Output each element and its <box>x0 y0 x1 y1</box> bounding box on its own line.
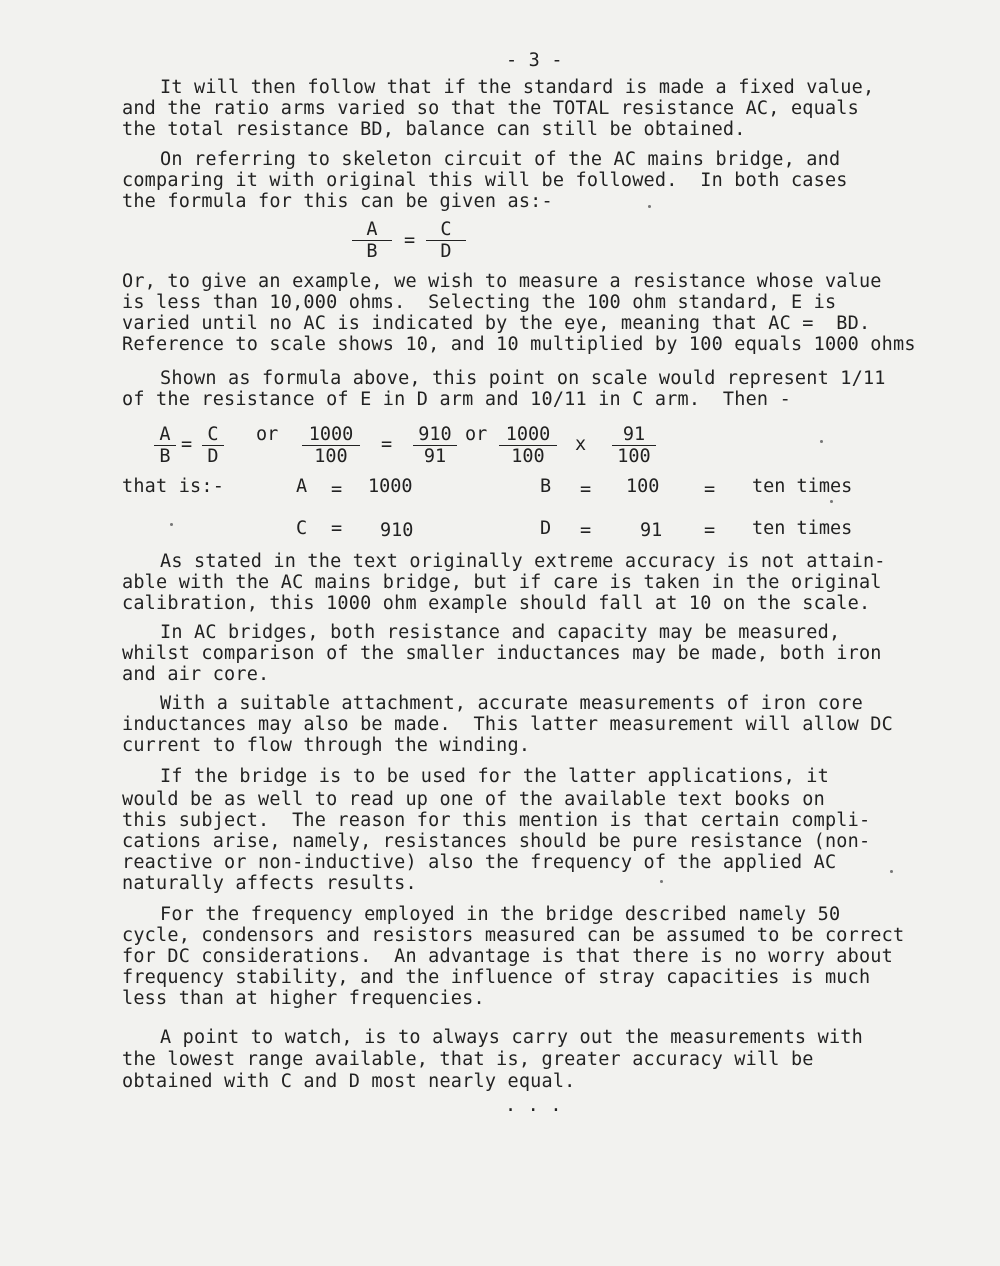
formula2-fraction-910-91 <box>413 424 457 467</box>
value-c: 910 <box>380 520 414 541</box>
value-d-label: D <box>540 518 552 539</box>
value-d-equals: = <box>580 520 592 541</box>
p5-line-3: calibration, this 1000 ohm example should fall at 10 on the scale. <box>122 593 871 614</box>
scan-speck <box>648 205 651 208</box>
scan-speck <box>170 523 173 526</box>
p2-line-1: On referring to skeleton circuit of the AC mains bridge, and <box>160 149 841 170</box>
formula1-denominator-b: B <box>366 241 378 262</box>
trailing-dots: . . . <box>505 1095 562 1116</box>
p3-line-4: Reference to scale shows 10, and 10 multiplied by 100 equals 1000 ohms <box>122 334 916 355</box>
p10-line-2: the lowest range available, that is, greater accuracy will be <box>122 1049 814 1070</box>
value-d: 91 <box>640 520 663 541</box>
formula2-numerator-91: 91 <box>612 424 656 446</box>
p7-line-1: With a suitable attachment, accurate measurements of iron core <box>160 693 863 714</box>
value-a-equals: = <box>331 479 343 500</box>
p9-line-1: For the frequency employed in the bridge described namely 50 <box>160 904 841 925</box>
formula2-denominator-100: 100 <box>314 446 348 467</box>
value-c-label: C <box>296 518 308 539</box>
formula2-numerator-c: C <box>202 424 224 446</box>
p6-line-1: In AC bridges, both resistance and capacity may be measured, <box>160 622 841 643</box>
p9-line-2: cycle, condensors and resistors measured can be assumed to be correct <box>122 925 905 946</box>
value-a-label: A <box>296 476 308 497</box>
p9-line-5: less than at higher frequencies. <box>122 988 485 1009</box>
formula2-fraction-cd <box>202 424 224 467</box>
p10-line-3: obtained with C and D most nearly equal. <box>122 1071 576 1092</box>
value-row2-result: ten times <box>752 518 853 539</box>
formula2-denominator-100-b: 100 <box>511 446 545 467</box>
p8-line-3: this subject. The reason for this mention is that certain compli- <box>122 810 871 831</box>
p3-line-1: Or, to give an example, we wish to measure a resistance whose value <box>122 271 882 292</box>
formula2-fraction-1000-100-b <box>499 424 557 467</box>
p8-line-6: naturally affects results. <box>122 873 417 894</box>
p2-line-3: the formula for this can be given as:- <box>122 191 553 212</box>
p7-line-2: inductances may also be made. This latter measurement will allow DC <box>122 714 893 735</box>
p9-line-3: for DC considerations. An advantage is that there is no worry about <box>122 946 893 967</box>
value-c-equals: = <box>331 518 343 539</box>
p8-line-2: would be as well to read up one of the available text books on <box>122 789 825 810</box>
p10-line-1: A point to watch, is to always carry out the measurements with <box>160 1027 863 1048</box>
value-row1-equals: = <box>704 479 716 500</box>
value-b: 100 <box>626 476 660 497</box>
formula2-or-1: or <box>256 424 279 445</box>
formula2-numerator-1000-b: 1000 <box>499 424 557 446</box>
formula2-fraction-ab <box>154 424 176 467</box>
formula1-numerator-a: A <box>352 219 392 241</box>
p3-line-3: varied until no AC is indicated by the eye, meaning that AC = BD. <box>122 313 871 334</box>
p5-line-2: able with the AC mains bridge, but if care is taken in the original <box>122 572 882 593</box>
p1-line-2: and the ratio arms varied so that the TOTAL resistance AC, equals <box>122 98 859 119</box>
value-row2-equals: = <box>704 520 716 541</box>
p8-line-1: If the bridge is to be used for the latter applications, it <box>160 766 829 787</box>
formula1-fraction-cd <box>426 219 466 262</box>
formula2-times: x <box>575 434 587 455</box>
formula2-numerator-910: 910 <box>413 424 457 446</box>
p6-line-3: and air core. <box>122 664 270 685</box>
scan-speck <box>660 880 663 883</box>
formula2-equals-2: = <box>381 434 393 455</box>
formula2-denominator-d: D <box>207 446 219 467</box>
p5-line-1: As stated in the text originally extreme accuracy is not attain- <box>160 551 886 572</box>
scan-speck <box>890 870 893 873</box>
formula1-fraction-ab <box>352 219 392 262</box>
p8-line-4: cations arise, namely, resistances should be pure resistance (non- <box>122 831 871 852</box>
p7-line-3: current to flow through the winding. <box>122 735 531 756</box>
formula2-fraction-91-100 <box>612 424 656 467</box>
formula2-denominator-b: B <box>159 446 171 467</box>
that-is-label: that is:- <box>122 476 225 497</box>
value-row1-result: ten times <box>752 476 853 497</box>
formula2-denominator-91: 91 <box>423 446 447 467</box>
p6-line-2: whilst comparison of the smaller inductances may be made, both iron <box>122 643 882 664</box>
scan-speck <box>820 440 823 443</box>
formula2-denominator-100-c: 100 <box>617 446 651 467</box>
formula2-numerator-1000: 1000 <box>302 424 360 446</box>
p9-line-4: frequency stability, and the influence of stray capacities is much <box>122 967 871 988</box>
formula2-or-2: or <box>465 424 488 445</box>
p8-line-5: reactive or non-inductive) also the frequency of the applied AC <box>122 852 837 873</box>
formula2-numerator-a: A <box>154 424 176 446</box>
p4-line-2: of the resistance of E in D arm and 10/11 in C arm. Then - <box>122 389 791 410</box>
p1-line-3: the total resistance BD, balance can still be obtained. <box>122 119 746 140</box>
value-b-equals: = <box>580 479 592 500</box>
p2-line-2: comparing it with original this will be followed. In both cases <box>122 170 848 191</box>
scan-speck <box>830 500 833 503</box>
value-a: 1000 <box>368 476 413 497</box>
formula2-fraction-1000-100 <box>302 424 360 467</box>
formula1-denominator-d: D <box>440 241 452 262</box>
p4-line-1: Shown as formula above, this point on scale would represent 1/11 <box>160 368 886 389</box>
value-b-label: B <box>540 476 552 497</box>
p3-line-2: is less than 10,000 ohms. Selecting the 100 ohm standard, E is <box>122 292 837 313</box>
formula1-equals: = <box>404 230 416 251</box>
formula1-numerator-c: C <box>426 219 466 241</box>
formula2-equals-1: = <box>181 434 193 455</box>
page-number: - 3 - <box>506 50 563 71</box>
p1-line-1: It will then follow that if the standard is made a fixed value, <box>160 77 875 98</box>
